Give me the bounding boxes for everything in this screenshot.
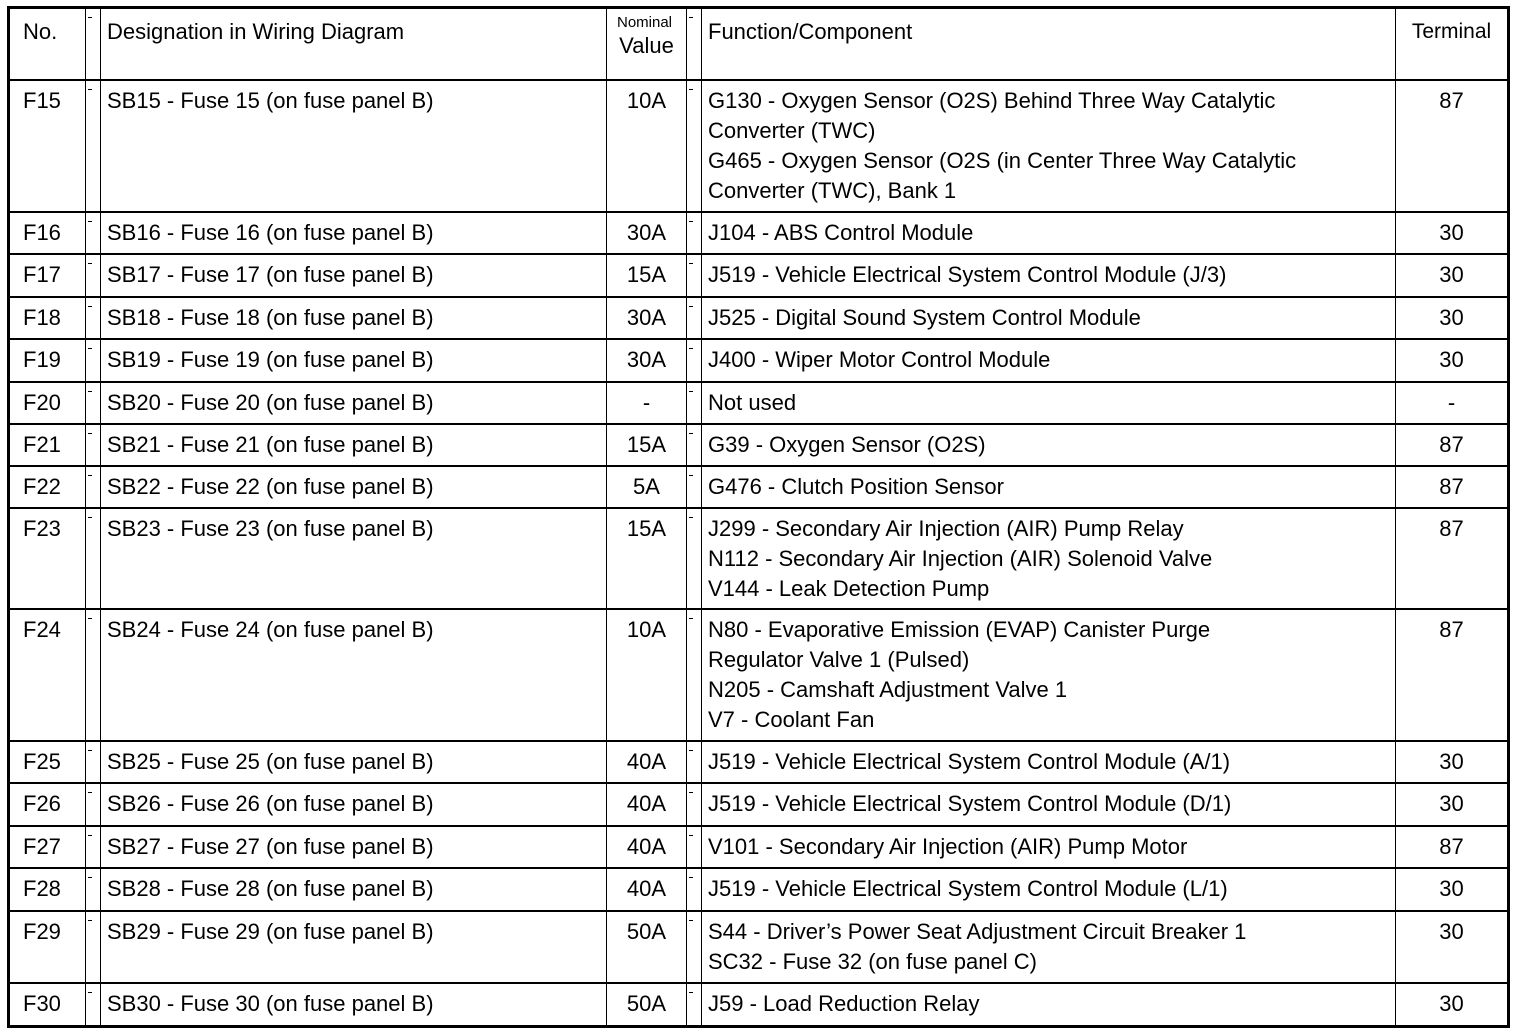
function-line: G476 - Clutch Position Sensor [708,473,1004,499]
header-spacer [86,8,101,80]
function-line: V144 - Leak Detection Pump [708,575,990,601]
row-spacer [86,508,101,609]
table-row [9,783,1509,826]
table-row [9,382,1509,424]
designation-cell: SB16 - Fuse 16 (on fuse panel B) [101,212,607,254]
table-row [9,983,1509,1026]
designation-cell: SB20 - Fuse 20 (on fuse panel B) [101,382,607,424]
function-line: J519 - Vehicle Electrical System Control Module (J/3) [708,261,1227,287]
header-spacer [687,8,702,80]
nominal-value-cell: 40A [607,826,687,868]
function-line: G465 - Oxygen Sensor (O2S (in Center Three Way Catalytic [708,147,1297,173]
designation-cell: SB15 - Fuse 15 (on fuse panel B) [101,80,607,212]
function-cell [702,466,1396,508]
nominal-value-cell: 30A [607,339,687,382]
row-spacer [86,297,101,339]
fuse-number: F26 [9,783,86,826]
table-row [9,868,1509,911]
function-line: J104 - ABS Control Module [708,219,974,245]
function-line: V101 - Secondary Air Injection (AIR) Pump Motor [708,834,1188,860]
header-nominal-label: Nominal [616,14,673,31]
table-row [9,508,1509,609]
designation-cell: SB23 - Fuse 23 (on fuse panel B) [101,508,607,609]
row-spacer [687,254,702,297]
row-spacer [687,382,702,424]
row-spacer [86,424,101,466]
fuse-number: F19 [9,339,86,382]
table-row [9,741,1509,783]
terminal-cell: 30 [1396,983,1509,1026]
terminal-cell: - [1396,382,1509,424]
function-cell [702,212,1396,254]
header-no: No. [9,8,86,80]
function-cell [702,508,1396,609]
designation-cell: SB24 - Fuse 24 (on fuse panel B) [101,609,607,741]
designation-cell: SB30 - Fuse 30 (on fuse panel B) [101,983,607,1026]
table-row [9,339,1509,382]
fuse-table [7,6,1510,1028]
terminal-cell: 30 [1396,297,1509,339]
terminal-cell: 30 [1396,254,1509,297]
designation-cell: SB22 - Fuse 22 (on fuse panel B) [101,466,607,508]
function-cell [702,868,1396,911]
row-spacer [86,868,101,911]
function-line: G39 - Oxygen Sensor (O2S) [708,431,986,457]
nominal-value-cell: 10A [607,609,687,741]
row-spacer [687,466,702,508]
fuse-number: F20 [9,382,86,424]
nominal-value-cell: 40A [607,783,687,826]
terminal-cell: 87 [1396,609,1509,741]
nominal-value-cell: 40A [607,741,687,783]
row-spacer [86,983,101,1026]
function-cell [702,382,1396,424]
header-row [9,8,1509,80]
table-row [9,254,1509,297]
row-spacer [86,609,101,741]
function-line: N80 - Evaporative Emission (EVAP) Canister Purge [708,616,1211,642]
terminal-cell: 87 [1396,80,1509,212]
fuse-number: F24 [9,609,86,741]
row-spacer [687,911,702,983]
table-row [9,609,1509,741]
function-line: S44 - Driver’s Power Seat Adjustment Circuit Breaker 1 [708,919,1247,945]
function-line: J299 - Secondary Air Injection (AIR) Pump Relay [708,515,1184,541]
header-terminal: Terminal [1396,8,1509,80]
function-cell [702,254,1396,297]
fuse-number: F16 [9,212,86,254]
function-line: J519 - Vehicle Electrical System Control Module (D/1) [708,791,1232,817]
terminal-cell: 30 [1396,339,1509,382]
designation-cell: SB18 - Fuse 18 (on fuse panel B) [101,297,607,339]
row-spacer [86,826,101,868]
function-line: Regulator Valve 1 (Pulsed) [708,646,970,672]
row-spacer [687,868,702,911]
nominal-value-cell: 5A [607,466,687,508]
table-row [9,466,1509,508]
fuse-number: F28 [9,868,86,911]
function-cell [702,983,1396,1026]
function-line: G130 - Oxygen Sensor (O2S) Behind Three Way Catalytic [708,87,1276,113]
row-spacer [86,382,101,424]
designation-cell: SB27 - Fuse 27 (on fuse panel B) [101,826,607,868]
nominal-value-cell: 50A [607,911,687,983]
terminal-cell: 87 [1396,424,1509,466]
designation-cell: SB19 - Fuse 19 (on fuse panel B) [101,339,607,382]
function-line: N112 - Secondary Air Injection (AIR) Solenoid Valve [708,545,1213,571]
row-spacer [86,741,101,783]
header-nominal-value [607,8,687,80]
row-spacer [687,826,702,868]
designation-cell: SB26 - Fuse 26 (on fuse panel B) [101,783,607,826]
function-line: J400 - Wiper Motor Control Module [708,346,1051,372]
table-row [9,424,1509,466]
row-spacer [86,80,101,212]
nominal-value-cell: 15A [607,254,687,297]
function-cell [702,826,1396,868]
row-spacer [687,297,702,339]
function-line: SC32 - Fuse 32 (on fuse panel C) [708,949,1037,975]
function-cell [702,911,1396,983]
fuse-number: F17 [9,254,86,297]
designation-cell: SB17 - Fuse 17 (on fuse panel B) [101,254,607,297]
row-spacer [687,424,702,466]
nominal-value-cell: 40A [607,868,687,911]
terminal-cell: 87 [1396,826,1509,868]
function-cell [702,80,1396,212]
function-line: V7 - Coolant Fan [708,706,875,732]
row-spacer [86,212,101,254]
function-line: Not used [708,389,797,415]
row-spacer [86,783,101,826]
nominal-value-cell: 50A [607,983,687,1026]
designation-cell: SB21 - Fuse 21 (on fuse panel B) [101,424,607,466]
row-spacer [687,339,702,382]
designation-cell: SB25 - Fuse 25 (on fuse panel B) [101,741,607,783]
function-line: J525 - Digital Sound System Control Module [708,304,1141,330]
function-cell [702,741,1396,783]
function-cell [702,424,1396,466]
function-line: Converter (TWC) [708,117,876,143]
terminal-cell: 30 [1396,911,1509,983]
terminal-cell: 87 [1396,466,1509,508]
fuse-number: F21 [9,424,86,466]
designation-cell: SB28 - Fuse 28 (on fuse panel B) [101,868,607,911]
fuse-number: F23 [9,508,86,609]
fuse-number: F29 [9,911,86,983]
function-cell [702,609,1396,741]
fuse-number: F30 [9,983,86,1026]
header-value-label: Value [619,33,674,58]
row-spacer [687,609,702,741]
row-spacer [687,741,702,783]
function-cell [702,339,1396,382]
function-line: N205 - Camshaft Adjustment Valve 1 [708,676,1068,702]
nominal-value-cell: 30A [607,212,687,254]
designation-cell: SB29 - Fuse 29 (on fuse panel B) [101,911,607,983]
terminal-cell: 30 [1396,741,1509,783]
table-row [9,297,1509,339]
row-spacer [687,783,702,826]
function-line: J59 - Load Reduction Relay [708,991,980,1017]
header-function: Function/Component [702,8,1396,80]
fuse-number: F15 [9,80,86,212]
row-spacer [687,212,702,254]
table-row [9,212,1509,254]
nominal-value-cell: 15A [607,424,687,466]
row-spacer [687,508,702,609]
nominal-value-cell: 30A [607,297,687,339]
nominal-value-cell: 10A [607,80,687,212]
table-row [9,911,1509,983]
terminal-cell: 87 [1396,508,1509,609]
table-row [9,80,1509,212]
fuse-number: F27 [9,826,86,868]
function-line: Converter (TWC), Bank 1 [708,177,957,203]
row-spacer [86,339,101,382]
nominal-value-cell: 15A [607,508,687,609]
row-spacer [687,983,702,1026]
function-line: J519 - Vehicle Electrical System Control Module (A/1) [708,749,1231,775]
fuse-number: F25 [9,741,86,783]
row-spacer [86,466,101,508]
row-spacer [687,80,702,212]
terminal-cell: 30 [1396,868,1509,911]
row-spacer [86,254,101,297]
table-row [9,826,1509,868]
fuse-number: F22 [9,466,86,508]
nominal-value-cell: - [607,382,687,424]
terminal-cell: 30 [1396,783,1509,826]
function-cell [702,297,1396,339]
function-line: J519 - Vehicle Electrical System Control Module (L/1) [708,876,1228,902]
function-cell [702,783,1396,826]
terminal-cell: 30 [1396,212,1509,254]
header-designation: Designation in Wiring Diagram [101,8,607,80]
fuse-number: F18 [9,297,86,339]
row-spacer [86,911,101,983]
